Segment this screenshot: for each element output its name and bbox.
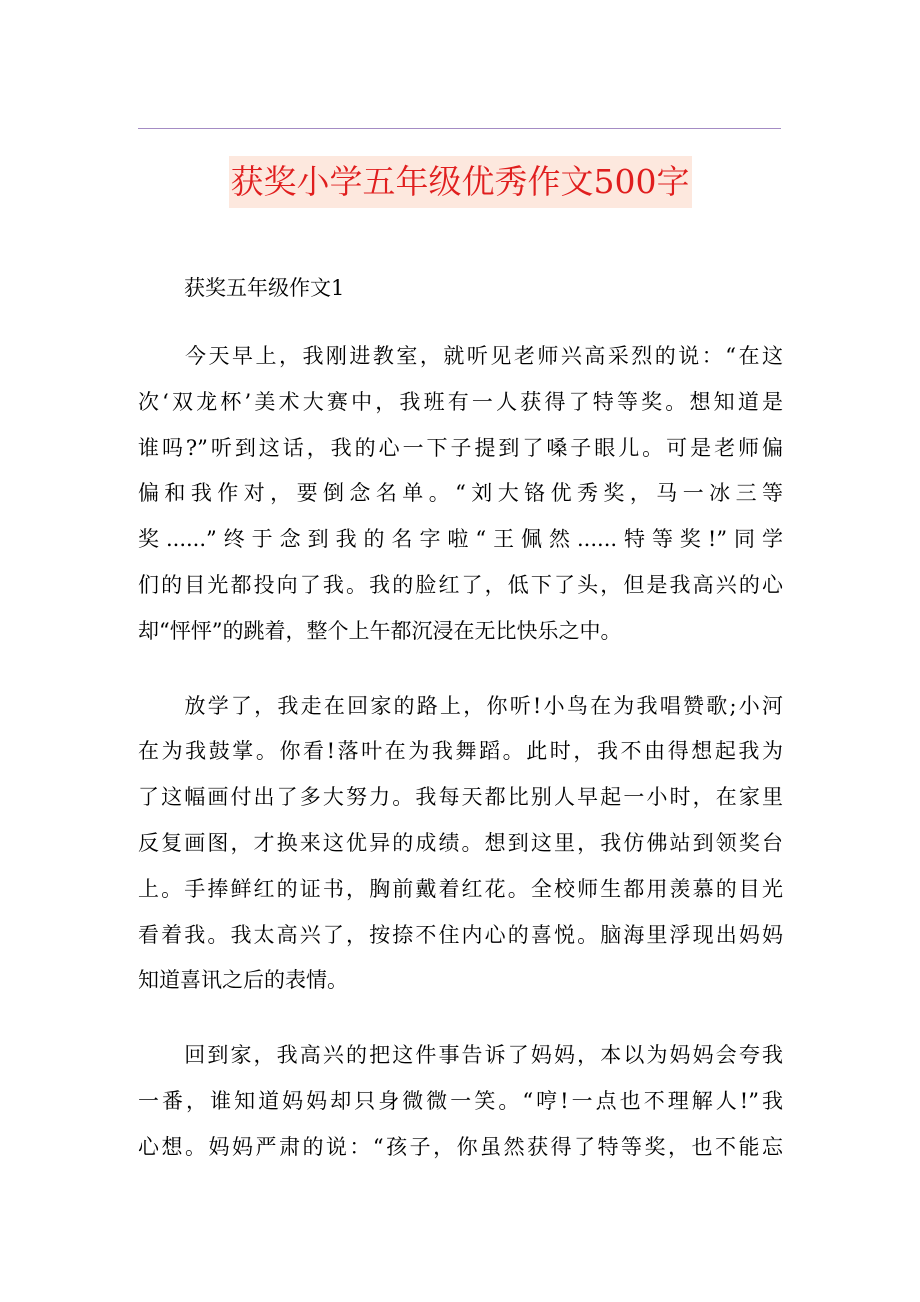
section-heading: 获奖五年级作文1 xyxy=(184,276,345,300)
article-body xyxy=(138,334,783,1200)
text-line: 反复画图，才换来这优异的成绩。想到这里，我仿佛站到领奖台 xyxy=(138,830,783,855)
text-line: 知道喜讯之后的表情。 xyxy=(138,968,348,993)
paragraph-2 xyxy=(138,684,783,1005)
text-line: 看着我。我太高兴了，按捺不住内心的喜悦。脑海里浮现出妈妈 xyxy=(138,922,783,947)
text-line: 上。手捧鲜红的证书，胸前戴着红花。全校师生都用羡慕的目光 xyxy=(138,876,783,901)
text-line: 次‘双龙杯’美术大赛中，我班有一人获得了特等奖。想知道是 xyxy=(138,389,783,414)
text-line: 放学了，我走在回家的路上，你听!小鸟在为我唱赞歌;小河 xyxy=(138,693,783,718)
text-line: 谁吗?”听到这话，我的心一下子提到了嗓子眼儿。可是老师偏 xyxy=(138,435,783,460)
text-line: 在为我鼓掌。你看!落叶在为我舞蹈。此时，我不由得想起我为 xyxy=(138,739,783,764)
text-line: 回到家，我高兴的把这件事告诉了妈妈，本以为妈妈会夸我 xyxy=(138,1043,783,1068)
page-title: 获奖小学五年级优秀作文500字 xyxy=(229,156,692,208)
text-line: 心想。妈妈严肃的说：“孩子，你虽然获得了特等奖，也不能忘 xyxy=(138,1134,783,1159)
text-line: 奖......”终于念到我的名字啦“王佩然......特等奖!”同学 xyxy=(138,527,783,552)
header-rule xyxy=(138,128,781,129)
text-line: 却“怦怦”的跳着，整个上午都沉浸在无比快乐之中。 xyxy=(138,618,622,643)
paragraph-3 xyxy=(138,1033,783,1170)
text-line: 了这幅画付出了多大努力。我每天都比别人早起一小时，在家里 xyxy=(138,785,783,810)
text-line: 偏和我作对，要倒念名单。“刘大铬优秀奖，马一冰三等 xyxy=(138,481,783,506)
paragraph-1 xyxy=(138,334,783,655)
text-line: 今天早上，我刚进教室，就听见老师兴高采烈的说：“在这 xyxy=(138,344,783,368)
text-line: 们的目光都投向了我。我的脸红了，低下了头，但是我高兴的心 xyxy=(138,572,783,597)
text-line: 一番，谁知道妈妈却只身微微一笑。“哼!一点也不理解人!”我 xyxy=(138,1088,783,1113)
title-container xyxy=(0,156,920,208)
